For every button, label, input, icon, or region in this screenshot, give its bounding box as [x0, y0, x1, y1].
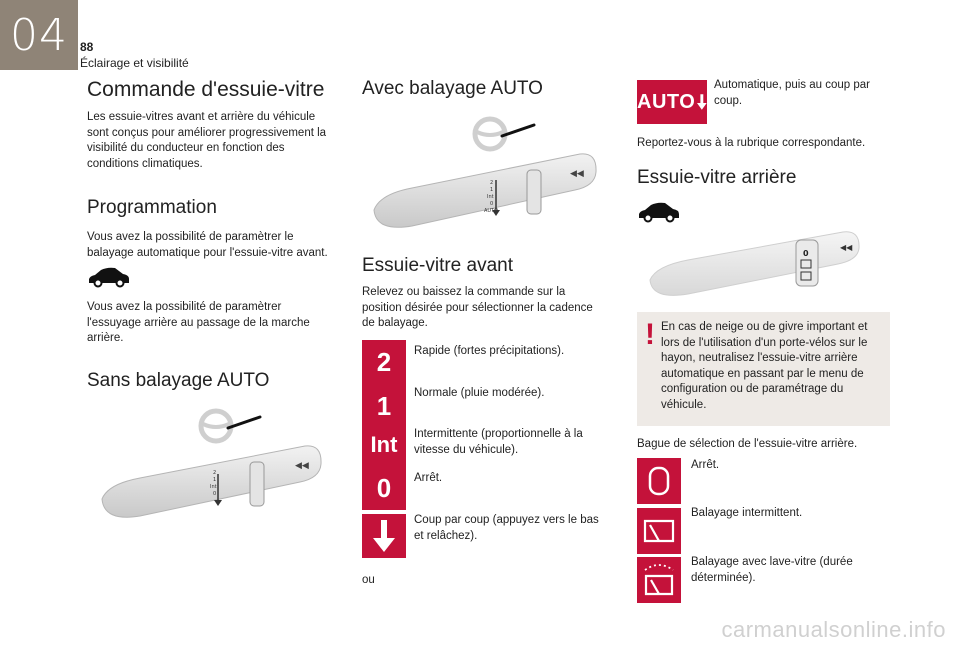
rear-wiper-ring-illustration [648, 230, 863, 300]
arrow-down-icon [697, 94, 707, 110]
chapter-title: Éclairage et visibilité [80, 56, 189, 70]
speed-int-tile: Int [362, 423, 406, 467]
wiper-stalk-illustration-manual [100, 444, 325, 522]
rear-off-tile [637, 458, 681, 504]
intro-paragraph: Les essuie-vitres avant et arrière du véhicule sont conçus pour améliorer progressivement la visibilité du conducteur en fonction des conditions climatiques. [87, 111, 327, 170]
lever-label: AUTO [484, 208, 499, 214]
arrow-down-icon [371, 518, 397, 554]
rear-intermittent-tile [637, 508, 681, 554]
rear-washer-description: Balayage avec lave-vitre (durée déterminée). [691, 556, 853, 584]
speed-1-description: Normale (pluie modérée). [414, 387, 545, 399]
auto-tile-label: AUTO [637, 90, 696, 113]
car-icon [637, 201, 681, 223]
rear-off-description: Arrêt. [691, 459, 720, 471]
main-title: Commande d'essuie-vitre [87, 78, 325, 101]
speed-int-description: Intermittente (proportionnelle à la vitesse du véhicule). [414, 428, 583, 456]
rear-intermittent-description: Balayage intermittent. [691, 507, 803, 519]
speed-2-description: Rapide (fortes précipitations). [414, 345, 565, 357]
section-title-programming: Programmation [87, 197, 217, 218]
wiper-stalk-illustration-auto [372, 152, 600, 232]
single-wipe-description: Coup par coup (appuyez vers le bas et relâchez). [414, 514, 599, 542]
or-text: ou [362, 574, 375, 586]
single-wipe-tile [362, 514, 406, 558]
auto-description: Automatique, puis au coup par coup. [714, 79, 870, 107]
programming-text-rear: Vous avez la possibilité de paramètrer l'essuyage arrière au passage de la marche arrière. [87, 301, 310, 344]
section-title-front-wiper: Essuie-vitre avant [362, 255, 514, 276]
lever-label: 2 [490, 180, 494, 186]
speed-1-tile: 1 [362, 384, 406, 428]
ring-lever-label: 0 [803, 249, 809, 258]
section-title-avec-auto: Avec balayage AUTO [362, 78, 543, 99]
svg-text:Int: Int [210, 484, 217, 490]
svg-text:◀◀: ◀◀ [570, 169, 584, 179]
svg-text:0: 0 [213, 491, 217, 497]
front-wiper-intro: Relevez ou baissez la commande sur la position désirée pour sélectionner la cadence de balayage. [362, 286, 593, 329]
svg-text:2: 2 [213, 470, 217, 476]
page-number: 88 [80, 40, 94, 54]
svg-text:◀◀: ◀◀ [840, 243, 853, 252]
steering-wheel-icon-auto [470, 114, 540, 154]
svg-text:1: 1 [213, 477, 217, 483]
warning-exclamation-icon: ! [645, 318, 655, 351]
speed-2-tile: 2 [362, 340, 406, 384]
ring-selection-text: Bague de sélection de l'essuie-vitre arrière. [637, 438, 858, 450]
lever-label: 1 [490, 187, 494, 193]
rear-wiper-washer-icon [641, 562, 677, 598]
speed-0-description: Arrêt. [414, 472, 443, 484]
chapter-number-box: 04 [0, 0, 78, 70]
refer-text: Reportez-vous à la rubrique correspondante. [637, 137, 866, 149]
section-title-rear-wiper: Essuie-vitre arrière [637, 167, 797, 188]
svg-text:◀◀: ◀◀ [295, 461, 309, 471]
auto-tile [637, 80, 707, 124]
speed-0-tile: 0 [362, 466, 406, 510]
lever-label: 0 [490, 201, 494, 207]
rear-wiper-icon [642, 517, 676, 545]
lever-label: Int [487, 194, 494, 200]
site-watermark: carmanualsonline.info [721, 617, 946, 642]
programming-text-front: Vous avez la possibilité de paramètrer le balayage automatique pour l'essuie-vitre avant. [87, 231, 328, 259]
section-title-sans-auto: Sans balayage AUTO [87, 370, 270, 391]
steering-wheel-icon [196, 406, 266, 446]
warning-note [637, 312, 890, 426]
car-icon [87, 266, 131, 288]
rear-washer-tile [637, 557, 681, 603]
off-ring-icon [647, 465, 671, 497]
warning-text: En cas de neige ou de givre important et lors de l'utilisation d'un porte-vélos sur le hayon, neutralisez l'essuie-vitre arrière automatique en passant par le menu de configuration ou de paramétrage du véhicule. [661, 321, 868, 411]
